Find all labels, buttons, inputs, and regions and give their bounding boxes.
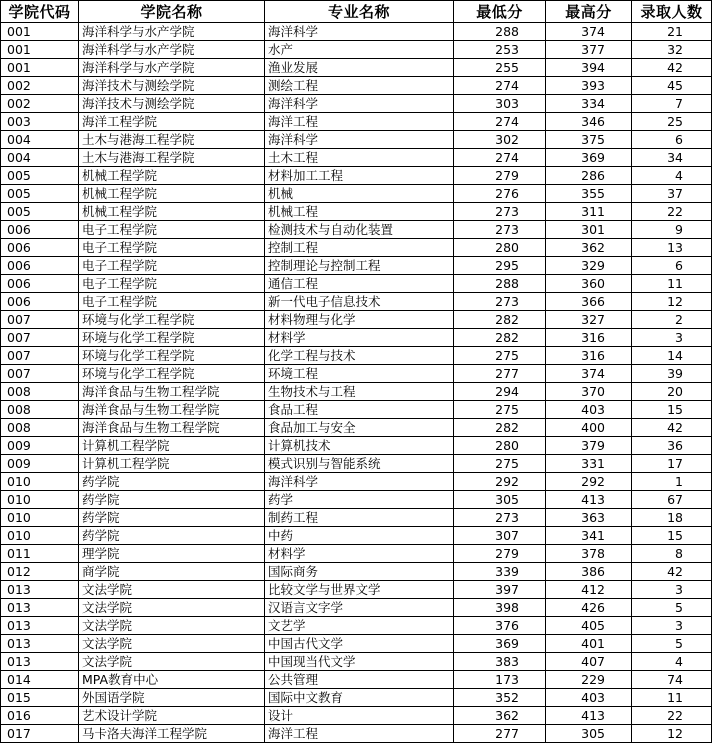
max-score-cell: 311 <box>546 203 632 221</box>
max-score-cell: 386 <box>546 563 632 581</box>
admitted-count-cell: 6 <box>632 257 712 275</box>
college-code-cell: 005 <box>1 203 79 221</box>
college-name-cell: 药学院 <box>79 527 265 545</box>
major-name-cell: 材料学 <box>265 545 454 563</box>
max-score-cell: 393 <box>546 77 632 95</box>
table-row <box>1 383 712 401</box>
admitted-count-cell: 13 <box>632 239 712 257</box>
min-score-cell: 294 <box>454 383 546 401</box>
min-score-cell: 279 <box>454 167 546 185</box>
college-code-cell: 013 <box>1 617 79 635</box>
table-row <box>1 77 712 95</box>
major-name-cell: 海洋科学 <box>265 131 454 149</box>
max-score-cell: 305 <box>546 725 632 743</box>
college-code-cell: 002 <box>1 77 79 95</box>
college-name-cell: 土木与港海工程学院 <box>79 131 265 149</box>
table-row <box>1 509 712 527</box>
admitted-count-cell: 21 <box>632 23 712 41</box>
college-name-cell: 环境与化学工程学院 <box>79 365 265 383</box>
major-name-cell: 测绘工程 <box>265 77 454 95</box>
min-score-cell: 397 <box>454 581 546 599</box>
max-score-cell: 229 <box>546 671 632 689</box>
college-code-cell: 001 <box>1 59 79 77</box>
college-code-cell: 014 <box>1 671 79 689</box>
admitted-count-cell: 22 <box>632 707 712 725</box>
college-code-cell: 007 <box>1 329 79 347</box>
table-row <box>1 545 712 563</box>
major-name-cell: 国际中文教育 <box>265 689 454 707</box>
min-score-cell: 303 <box>454 95 546 113</box>
major-name-cell: 设计 <box>265 707 454 725</box>
major-name-cell: 机械工程 <box>265 203 454 221</box>
max-score-cell: 370 <box>546 383 632 401</box>
table-row <box>1 527 712 545</box>
max-score-cell: 378 <box>546 545 632 563</box>
major-name-cell: 制药工程 <box>265 509 454 527</box>
admitted-count-cell: 32 <box>632 41 712 59</box>
college-code-cell: 006 <box>1 275 79 293</box>
college-code-cell: 006 <box>1 293 79 311</box>
major-name-cell: 计算机技术 <box>265 437 454 455</box>
major-name-cell: 海洋科学 <box>265 95 454 113</box>
min-score-cell: 280 <box>454 239 546 257</box>
min-score-cell: 277 <box>454 365 546 383</box>
table-row <box>1 347 712 365</box>
table-row <box>1 59 712 77</box>
college-name-cell: 土木与港海工程学院 <box>79 149 265 167</box>
college-code-cell: 004 <box>1 149 79 167</box>
max-score-cell: 341 <box>546 527 632 545</box>
max-score-cell: 403 <box>546 689 632 707</box>
major-name-cell: 食品加工与安全 <box>265 419 454 437</box>
college-name-cell: 文法学院 <box>79 635 265 653</box>
college-code-cell: 001 <box>1 23 79 41</box>
max-score-cell: 292 <box>546 473 632 491</box>
header-major-name: 专业名称 <box>265 1 454 23</box>
college-name-cell: 理学院 <box>79 545 265 563</box>
college-code-cell: 013 <box>1 653 79 671</box>
table-row <box>1 617 712 635</box>
table-row <box>1 275 712 293</box>
admitted-count-cell: 11 <box>632 689 712 707</box>
major-name-cell: 文艺学 <box>265 617 454 635</box>
min-score-cell: 369 <box>454 635 546 653</box>
admitted-count-cell: 14 <box>632 347 712 365</box>
max-score-cell: 401 <box>546 635 632 653</box>
major-name-cell: 环境工程 <box>265 365 454 383</box>
max-score-cell: 377 <box>546 41 632 59</box>
table-row <box>1 455 712 473</box>
college-code-cell: 010 <box>1 527 79 545</box>
table-row <box>1 689 712 707</box>
college-name-cell: 文法学院 <box>79 617 265 635</box>
major-name-cell: 汉语言文字学 <box>265 599 454 617</box>
admitted-count-cell: 3 <box>632 581 712 599</box>
college-name-cell: 电子工程学院 <box>79 239 265 257</box>
college-name-cell: 计算机工程学院 <box>79 455 265 473</box>
college-code-cell: 006 <box>1 221 79 239</box>
admitted-count-cell: 3 <box>632 329 712 347</box>
major-name-cell: 控制理论与控制工程 <box>265 257 454 275</box>
major-name-cell: 化学工程与技术 <box>265 347 454 365</box>
min-score-cell: 273 <box>454 221 546 239</box>
college-code-cell: 002 <box>1 95 79 113</box>
college-name-cell: 艺术设计学院 <box>79 707 265 725</box>
college-code-cell: 013 <box>1 581 79 599</box>
major-name-cell: 材料加工工程 <box>265 167 454 185</box>
admitted-count-cell: 5 <box>632 635 712 653</box>
college-name-cell: 海洋食品与生物工程学院 <box>79 401 265 419</box>
college-name-cell: 机械工程学院 <box>79 185 265 203</box>
table-row <box>1 185 712 203</box>
max-score-cell: 329 <box>546 257 632 275</box>
college-name-cell: 海洋科学与水产学院 <box>79 23 265 41</box>
min-score-cell: 275 <box>454 401 546 419</box>
table-row <box>1 203 712 221</box>
college-code-cell: 003 <box>1 113 79 131</box>
min-score-cell: 282 <box>454 311 546 329</box>
max-score-cell: 413 <box>546 491 632 509</box>
min-score-cell: 282 <box>454 419 546 437</box>
table-row <box>1 599 712 617</box>
admitted-count-cell: 39 <box>632 365 712 383</box>
min-score-cell: 280 <box>454 437 546 455</box>
min-score-cell: 302 <box>454 131 546 149</box>
min-score-cell: 288 <box>454 23 546 41</box>
max-score-cell: 301 <box>546 221 632 239</box>
table-row <box>1 581 712 599</box>
college-name-cell: 电子工程学院 <box>79 221 265 239</box>
college-name-cell: 电子工程学院 <box>79 293 265 311</box>
table-row <box>1 671 712 689</box>
min-score-cell: 253 <box>454 41 546 59</box>
table-row <box>1 221 712 239</box>
college-code-cell: 005 <box>1 185 79 203</box>
table-row <box>1 23 712 41</box>
admitted-count-cell: 25 <box>632 113 712 131</box>
college-name-cell: 环境与化学工程学院 <box>79 311 265 329</box>
college-name-cell: 海洋食品与生物工程学院 <box>79 383 265 401</box>
min-score-cell: 352 <box>454 689 546 707</box>
max-score-cell: 286 <box>546 167 632 185</box>
table-row <box>1 635 712 653</box>
college-code-cell: 008 <box>1 383 79 401</box>
major-name-cell: 水产 <box>265 41 454 59</box>
college-code-cell: 009 <box>1 437 79 455</box>
max-score-cell: 369 <box>546 149 632 167</box>
header-min-score: 最低分 <box>454 1 546 23</box>
max-score-cell: 316 <box>546 347 632 365</box>
min-score-cell: 276 <box>454 185 546 203</box>
college-name-cell: MPA教育中心 <box>79 671 265 689</box>
max-score-cell: 405 <box>546 617 632 635</box>
table-row <box>1 41 712 59</box>
min-score-cell: 273 <box>454 203 546 221</box>
admitted-count-cell: 1 <box>632 473 712 491</box>
college-code-cell: 010 <box>1 473 79 491</box>
admitted-count-cell: 12 <box>632 725 712 743</box>
major-name-cell: 材料物理与化学 <box>265 311 454 329</box>
admitted-count-cell: 20 <box>632 383 712 401</box>
min-score-cell: 273 <box>454 293 546 311</box>
college-code-cell: 001 <box>1 41 79 59</box>
college-name-cell: 计算机工程学院 <box>79 437 265 455</box>
college-code-cell: 013 <box>1 599 79 617</box>
min-score-cell: 339 <box>454 563 546 581</box>
table-row <box>1 365 712 383</box>
major-name-cell: 渔业发展 <box>265 59 454 77</box>
admitted-count-cell: 42 <box>632 563 712 581</box>
college-code-cell: 008 <box>1 401 79 419</box>
admitted-count-cell: 42 <box>632 59 712 77</box>
table-row <box>1 95 712 113</box>
major-name-cell: 检测技术与自动化装置 <box>265 221 454 239</box>
table-row <box>1 401 712 419</box>
college-code-cell: 012 <box>1 563 79 581</box>
min-score-cell: 275 <box>454 455 546 473</box>
college-code-cell: 008 <box>1 419 79 437</box>
max-score-cell: 355 <box>546 185 632 203</box>
min-score-cell: 383 <box>454 653 546 671</box>
table-row <box>1 131 712 149</box>
admitted-count-cell: 5 <box>632 599 712 617</box>
college-name-cell: 电子工程学院 <box>79 257 265 275</box>
header-admitted-count: 录取人数 <box>632 1 712 23</box>
max-score-cell: 334 <box>546 95 632 113</box>
major-name-cell: 土木工程 <box>265 149 454 167</box>
admitted-count-cell: 2 <box>632 311 712 329</box>
min-score-cell: 173 <box>454 671 546 689</box>
admitted-count-cell: 9 <box>632 221 712 239</box>
table-row <box>1 707 712 725</box>
admitted-count-cell: 8 <box>632 545 712 563</box>
table-row <box>1 563 712 581</box>
header-college-name: 学院名称 <box>79 1 265 23</box>
major-name-cell: 通信工程 <box>265 275 454 293</box>
college-code-cell: 007 <box>1 311 79 329</box>
major-name-cell: 海洋工程 <box>265 113 454 131</box>
min-score-cell: 307 <box>454 527 546 545</box>
table-row <box>1 167 712 185</box>
major-name-cell: 模式识别与智能系统 <box>265 455 454 473</box>
admitted-count-cell: 36 <box>632 437 712 455</box>
college-name-cell: 电子工程学院 <box>79 275 265 293</box>
college-name-cell: 海洋技术与测绘学院 <box>79 77 265 95</box>
major-name-cell: 中国古代文学 <box>265 635 454 653</box>
major-name-cell: 中国现当代文学 <box>265 653 454 671</box>
max-score-cell: 316 <box>546 329 632 347</box>
admitted-count-cell: 45 <box>632 77 712 95</box>
table-row <box>1 437 712 455</box>
major-name-cell: 材料学 <box>265 329 454 347</box>
college-name-cell: 药学院 <box>79 473 265 491</box>
admitted-count-cell: 74 <box>632 671 712 689</box>
admitted-count-cell: 42 <box>632 419 712 437</box>
min-score-cell: 255 <box>454 59 546 77</box>
admitted-count-cell: 18 <box>632 509 712 527</box>
table-row <box>1 419 712 437</box>
college-code-cell: 013 <box>1 635 79 653</box>
college-code-cell: 015 <box>1 689 79 707</box>
college-name-cell: 环境与化学工程学院 <box>79 329 265 347</box>
college-code-cell: 016 <box>1 707 79 725</box>
max-score-cell: 412 <box>546 581 632 599</box>
min-score-cell: 274 <box>454 149 546 167</box>
min-score-cell: 376 <box>454 617 546 635</box>
college-name-cell: 文法学院 <box>79 599 265 617</box>
admitted-count-cell: 12 <box>632 293 712 311</box>
table-row <box>1 293 712 311</box>
major-name-cell: 海洋科学 <box>265 23 454 41</box>
college-name-cell: 马卡洛夫海洋工程学院 <box>79 725 265 743</box>
min-score-cell: 305 <box>454 491 546 509</box>
admitted-count-cell: 11 <box>632 275 712 293</box>
college-code-cell: 011 <box>1 545 79 563</box>
min-score-cell: 362 <box>454 707 546 725</box>
college-name-cell: 药学院 <box>79 509 265 527</box>
college-code-cell: 006 <box>1 257 79 275</box>
college-code-cell: 010 <box>1 491 79 509</box>
header-college-code: 学院代码 <box>1 1 79 23</box>
college-name-cell: 商学院 <box>79 563 265 581</box>
college-name-cell: 药学院 <box>79 491 265 509</box>
max-score-cell: 375 <box>546 131 632 149</box>
header-max-score: 最高分 <box>546 1 632 23</box>
header-row <box>1 1 712 23</box>
min-score-cell: 282 <box>454 329 546 347</box>
admitted-count-cell: 37 <box>632 185 712 203</box>
table-row <box>1 329 712 347</box>
college-name-cell: 环境与化学工程学院 <box>79 347 265 365</box>
max-score-cell: 363 <box>546 509 632 527</box>
college-code-cell: 006 <box>1 239 79 257</box>
max-score-cell: 426 <box>546 599 632 617</box>
max-score-cell: 374 <box>546 23 632 41</box>
major-name-cell: 中药 <box>265 527 454 545</box>
max-score-cell: 379 <box>546 437 632 455</box>
college-code-cell: 005 <box>1 167 79 185</box>
admitted-count-cell: 22 <box>632 203 712 221</box>
max-score-cell: 331 <box>546 455 632 473</box>
college-name-cell: 海洋食品与生物工程学院 <box>79 419 265 437</box>
admitted-count-cell: 15 <box>632 527 712 545</box>
table-row <box>1 473 712 491</box>
min-score-cell: 274 <box>454 77 546 95</box>
college-name-cell: 海洋工程学院 <box>79 113 265 131</box>
max-score-cell: 346 <box>546 113 632 131</box>
college-name-cell: 海洋技术与测绘学院 <box>79 95 265 113</box>
college-code-cell: 010 <box>1 509 79 527</box>
min-score-cell: 292 <box>454 473 546 491</box>
admitted-count-cell: 4 <box>632 167 712 185</box>
max-score-cell: 327 <box>546 311 632 329</box>
college-name-cell: 海洋科学与水产学院 <box>79 41 265 59</box>
major-name-cell: 比较文学与世界文学 <box>265 581 454 599</box>
major-name-cell: 生物技术与工程 <box>265 383 454 401</box>
max-score-cell: 366 <box>546 293 632 311</box>
min-score-cell: 295 <box>454 257 546 275</box>
max-score-cell: 407 <box>546 653 632 671</box>
admitted-count-cell: 67 <box>632 491 712 509</box>
table-row <box>1 149 712 167</box>
min-score-cell: 275 <box>454 347 546 365</box>
college-code-cell: 017 <box>1 725 79 743</box>
min-score-cell: 274 <box>454 113 546 131</box>
max-score-cell: 360 <box>546 275 632 293</box>
major-name-cell: 公共管理 <box>265 671 454 689</box>
college-code-cell: 004 <box>1 131 79 149</box>
max-score-cell: 362 <box>546 239 632 257</box>
college-code-cell: 009 <box>1 455 79 473</box>
table-row <box>1 113 712 131</box>
college-name-cell: 文法学院 <box>79 581 265 599</box>
table-row <box>1 311 712 329</box>
max-score-cell: 413 <box>546 707 632 725</box>
table-row <box>1 653 712 671</box>
major-name-cell: 海洋工程 <box>265 725 454 743</box>
max-score-cell: 394 <box>546 59 632 77</box>
admitted-count-cell: 6 <box>632 131 712 149</box>
min-score-cell: 279 <box>454 545 546 563</box>
admitted-count-cell: 4 <box>632 653 712 671</box>
major-name-cell: 新一代电子信息技术 <box>265 293 454 311</box>
major-name-cell: 国际商务 <box>265 563 454 581</box>
college-name-cell: 文法学院 <box>79 653 265 671</box>
table-row <box>1 257 712 275</box>
major-name-cell: 海洋科学 <box>265 473 454 491</box>
max-score-cell: 374 <box>546 365 632 383</box>
table-row <box>1 239 712 257</box>
major-name-cell: 药学 <box>265 491 454 509</box>
min-score-cell: 277 <box>454 725 546 743</box>
table-row <box>1 491 712 509</box>
table-header <box>1 1 712 23</box>
admitted-count-cell: 17 <box>632 455 712 473</box>
major-name-cell: 控制工程 <box>265 239 454 257</box>
min-score-cell: 273 <box>454 509 546 527</box>
college-name-cell: 机械工程学院 <box>79 203 265 221</box>
college-name-cell: 海洋科学与水产学院 <box>79 59 265 77</box>
college-code-cell: 007 <box>1 347 79 365</box>
min-score-cell: 398 <box>454 599 546 617</box>
college-name-cell: 机械工程学院 <box>79 167 265 185</box>
admitted-count-cell: 34 <box>632 149 712 167</box>
major-name-cell: 机械 <box>265 185 454 203</box>
admitted-count-cell: 7 <box>632 95 712 113</box>
major-name-cell: 食品工程 <box>265 401 454 419</box>
admitted-count-cell: 15 <box>632 401 712 419</box>
college-code-cell: 007 <box>1 365 79 383</box>
min-score-cell: 288 <box>454 275 546 293</box>
college-name-cell: 外国语学院 <box>79 689 265 707</box>
admitted-count-cell: 3 <box>632 617 712 635</box>
max-score-cell: 403 <box>546 401 632 419</box>
table-body <box>1 23 712 743</box>
max-score-cell: 400 <box>546 419 632 437</box>
